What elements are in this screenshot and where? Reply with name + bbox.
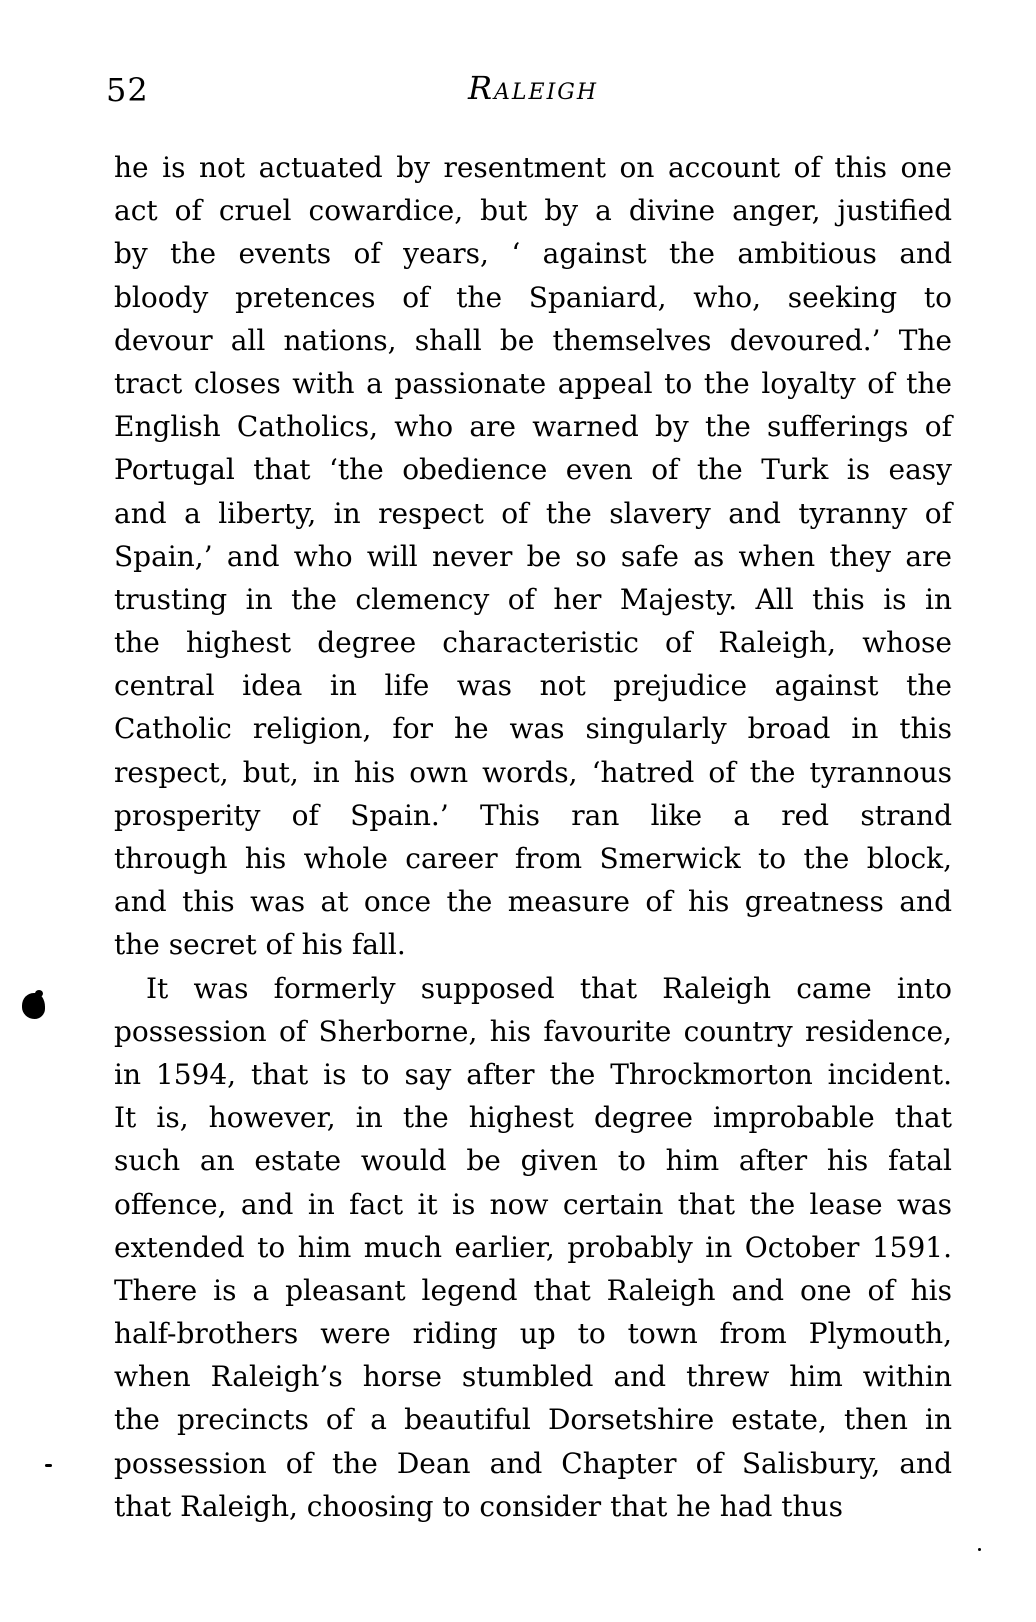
text-line: possession of Sherborne, his favourite country residence, [114, 1014, 952, 1048]
paragraph [114, 146, 952, 967]
text-line: Portugal that ‘the obedience even of the Turk is easy [114, 453, 952, 487]
speck [45, 1464, 52, 1467]
text-line: English Catholics, who are warned by the sufferings of [114, 410, 952, 444]
text-line: through his whole career from Smerwick to the block, [114, 842, 952, 875]
text-line: central idea in life was not prejudice against the [114, 669, 952, 703]
text-line: There is a pleasant legend that Raleigh and one of his [114, 1273, 952, 1307]
text-line: and this was at once the measure of his greatness and [114, 885, 952, 919]
text-line: trusting in the clemency of her Majesty. All this is in [114, 582, 952, 616]
text-line: such an estate would be given to him after his fatal [114, 1144, 952, 1178]
paragraph [114, 967, 952, 1528]
text-line: It was formerly supposed that Raleigh came into [146, 971, 952, 1005]
text-line: the precincts of a beautiful Dorsetshire estate, then in [114, 1403, 952, 1437]
text-line: possession of the Dean and Chapter of Salisbury, and [114, 1446, 952, 1480]
text-line: tract closes with a passionate appeal to the loyalty of the [114, 366, 952, 400]
text-line: Spain,’ and who will never be so safe as when they are [114, 539, 952, 573]
text-line: when Raleigh’s horse stumbled and threw him within [114, 1360, 952, 1394]
text-line: he is not actuated by resentment on account of this one [114, 151, 952, 184]
text-line: that Raleigh, choosing to consider that he had thus [114, 1489, 843, 1523]
text-line: act of cruel cowardice, but by a divine anger, justified [114, 194, 952, 228]
text-line: devour all nations, shall be themselves devoured.’ The [114, 323, 952, 357]
body-text [114, 146, 952, 1528]
text-line: and a liberty, in respect of the slavery and tyranny of [114, 496, 952, 530]
text-line: prosperity of Spain.’ This ran like a red strand [114, 798, 952, 832]
text-line: by the events of years, ‘ against the ambitious and [114, 237, 952, 271]
running-title: Raleigh [467, 69, 599, 107]
text-line: in 1594, that is to say after the Throckmorton incident. [114, 1057, 952, 1091]
text-line: the secret of his fall. [114, 928, 406, 962]
text-line: half-brothers were riding up to town from Plymouth, [114, 1317, 952, 1351]
speck [978, 1548, 981, 1551]
page-number: 52 [106, 71, 149, 109]
text-line: the highest degree characteristic of Raleigh, whose [114, 626, 952, 660]
text-line: respect, but, in his own words, ‘hatred of the tyrannous [114, 755, 952, 789]
ink-blot [22, 993, 45, 1019]
text-line: extended to him much earlier, probably in October 1591. [114, 1230, 952, 1264]
page-header [106, 69, 952, 114]
text-line: bloody pretences of the Spaniard, who, seeking to [114, 280, 952, 314]
text-line: Catholic religion, for he was singularly broad in this [114, 712, 952, 746]
text-line: It is, however, in the highest degree improbable that [114, 1101, 952, 1135]
text-line: offence, and in fact it is now certain that the lease was [114, 1187, 952, 1221]
